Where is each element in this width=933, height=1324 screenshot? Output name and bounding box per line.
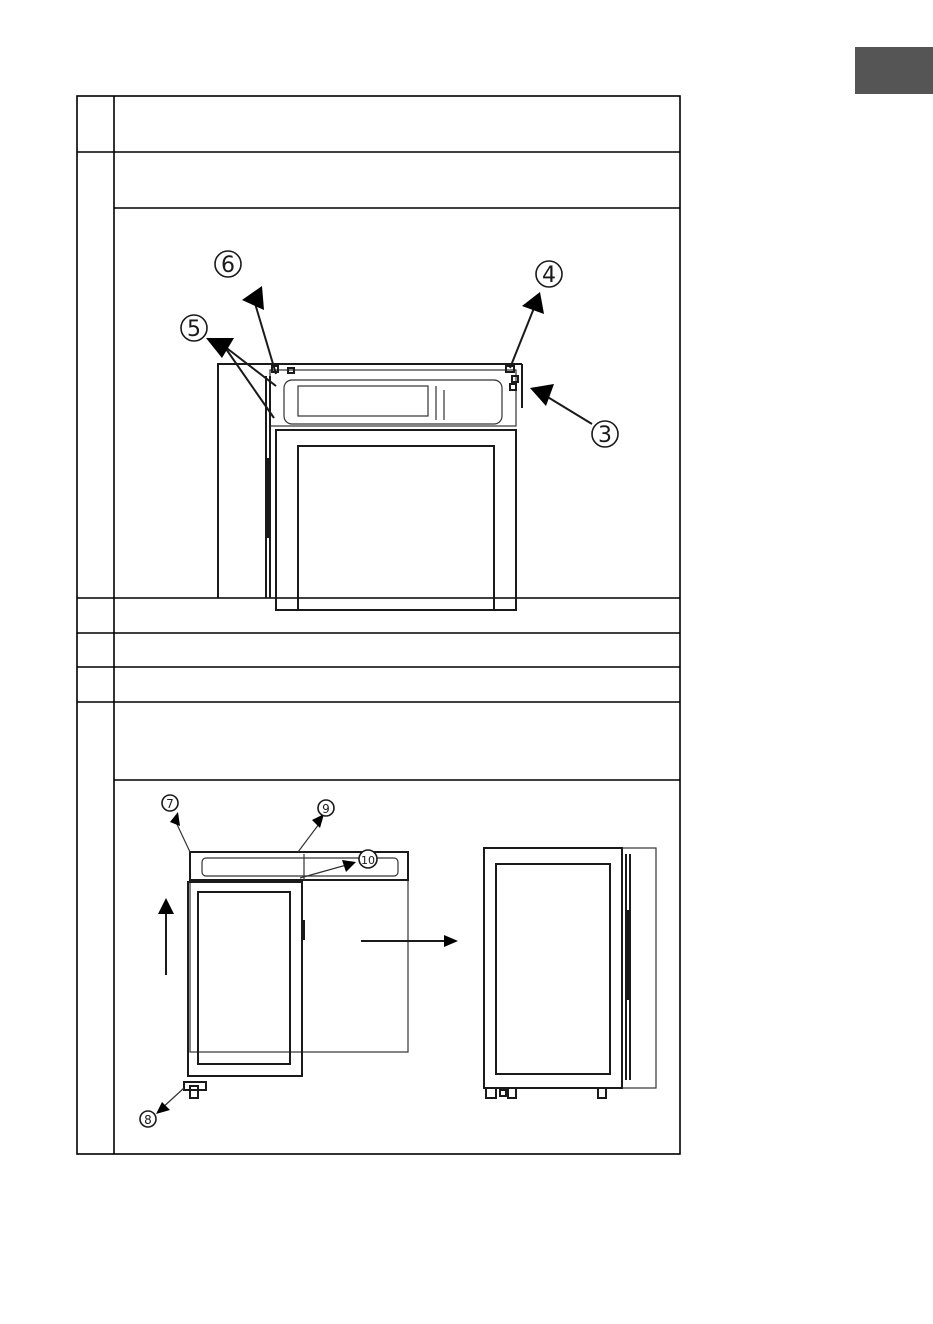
callout-4-label: 4	[542, 263, 556, 288]
callout-8-label: 8	[144, 1113, 152, 1127]
figure-top-hinge-detail	[181, 251, 618, 610]
language-tab-marker	[855, 47, 933, 94]
callout-3-label: 3	[598, 423, 612, 448]
callout-10-label: 10	[361, 854, 375, 867]
callout-9-label: 9	[322, 802, 330, 816]
table-grid	[77, 96, 680, 1154]
callout-5-label: 5	[187, 317, 201, 342]
figure-bottom-door-reversal	[140, 795, 656, 1127]
callout-6-label: 6	[221, 253, 235, 278]
callout-7-label: 7	[166, 797, 174, 811]
instruction-table	[76, 95, 681, 1155]
